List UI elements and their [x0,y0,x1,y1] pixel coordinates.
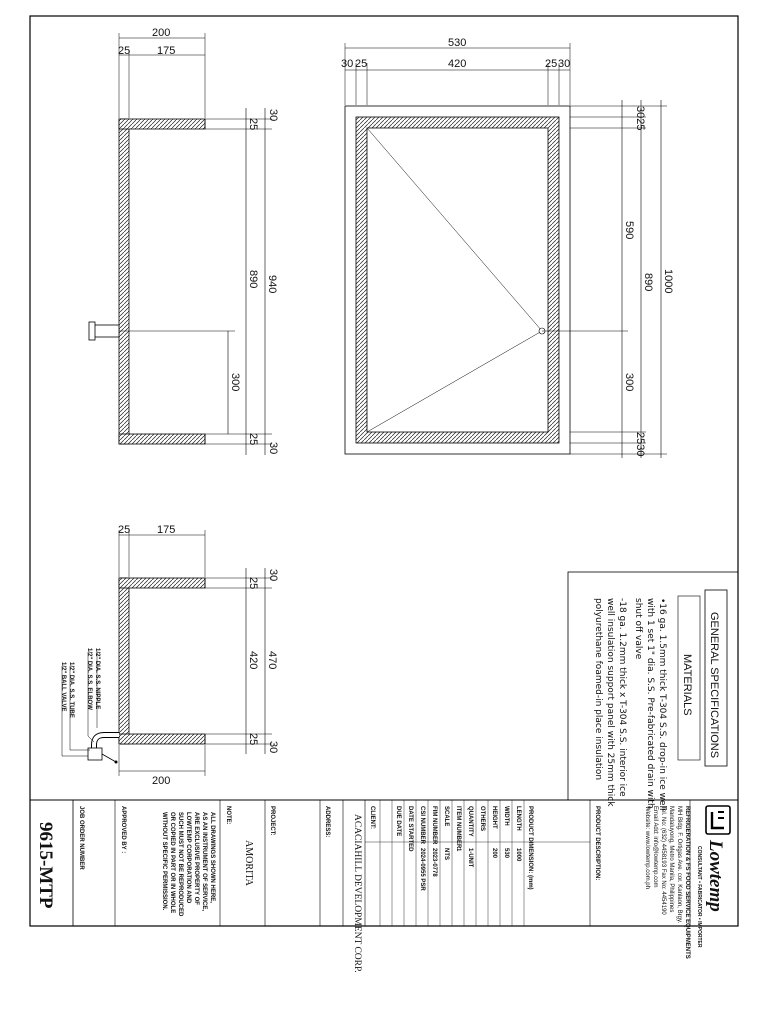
approved-label: APPROVED BY : [120,806,126,854]
note-line-3: ARE EXCLUSIVE PROPERTY OF [193,812,199,905]
dimension-label: PRODUCT DIMENSION: (mm) [527,806,533,890]
dim-inner-width: 420 [448,58,467,70]
dim-overall: 1000 [662,269,674,294]
spec-line-3: shut off valve [633,598,643,660]
dim-upper: 590 [623,221,635,240]
dim-overall: 940 [266,275,278,294]
row-label-date-started: DATE STARTED [407,806,413,852]
dim-right-outer: 30 [558,58,571,70]
dim-left-inner: 25 [355,58,368,70]
dim-left-outer: 30 [341,58,354,70]
top-left-section-view [89,27,279,455]
dim-top: 30 [267,569,279,582]
callout-nipple: 1/2" DIA. S.S. NIPPLE [94,648,100,710]
brand-name: Lowtemp [705,840,726,912]
dim-mid: 890 [247,270,259,289]
dim-wall: 25 [118,45,131,57]
row-label-due-date: DUE DATE [395,806,401,837]
row-label-item: ITEM NUMBER [455,806,461,849]
row-value-height: 200 [491,848,497,859]
callout-elbow: 1/2" DIA. S.S. ELBOW [86,648,92,710]
title-block [30,800,738,973]
row-value-item: 1 [455,848,461,852]
row-label-quantity: QUANTITY [467,806,473,837]
spec-line-2: with 1 set 1" dia. S.S. Pre-fabricated drain with [645,598,655,809]
client-value: ACACIAHILL DEVELOPMENT CORP. [352,814,362,973]
spec-subtitle: MATERIALS [681,654,693,716]
callout-tube: 1/2" DIA. S.S. TUBE [68,662,74,718]
company-line-4: Tel. No: (632) 4458193 Fax No: 4454190 [660,806,666,915]
dim-inner: 175 [157,45,176,57]
dim-top-inner: 25 [247,577,259,590]
note-line-5: SUCH MUST NOT BE REPRODUCED [177,812,183,917]
client-label: CLIENT: [369,806,375,829]
note-line-7: WITHOUT SPECIFIC PERMISSION. [161,812,167,911]
dim-total-width: 530 [448,37,467,49]
brand-tagline: CONSULTANT • FABRICATOR • IMPORTER [696,846,702,948]
dim-total-width: 200 [152,27,171,39]
dim-bottom: 30 [267,442,279,455]
spec-title: GENERAL SPECIFICATIONS [708,612,720,759]
dim-top: 30 [267,109,279,122]
callout-valve: 1/2" BALL VALVE [60,662,66,712]
note-line-1: ALL DRAWINGS SHOWN HERE, [209,812,215,903]
dim-bottom: 30 [267,741,279,754]
dim-mid: 890 [642,273,654,292]
note-label: NOTE: [225,806,231,825]
dim-bottom-pair: 2530 [634,432,646,457]
row-value-csi: 2024-0955 PSR [419,848,425,891]
dim-bottom-inner: 25 [247,733,259,746]
spec-line-1: •16 ga. 1.5mm thick T-304 S.S. drop-in ice well [657,598,667,811]
row-label-scale: SCALE [443,806,449,827]
row-label-width: WIDTH [503,806,509,826]
row-label-height: HEIGHT [491,806,497,829]
note-line-6: OR COPIED IN PART OR IN WHOLE [169,812,175,914]
company-line-1: REFRIGERATION & FS FOOD SERVICE EQUIPMENTS [684,806,690,959]
row-value-scale: NTS [443,848,449,860]
dim-bottom-inner: 25 [247,433,259,446]
row-value-fim: 2023-0778 [431,848,437,877]
product-desc-label: PRODUCT DESCRIPTION: [594,806,600,881]
row-value-width: 530 [503,848,509,859]
bottom-left-section-view [60,524,279,787]
row-label-others: OTHERS [479,806,485,832]
company-line-6: Website: www.lowtemp.com.ph [644,806,650,889]
spec-line-4: -18 ga. 1.2mm thick x T-304 S.S. interior ice [617,598,627,797]
dim-top-inner: 25 [247,118,259,131]
dim-inner: 175 [157,524,176,536]
ball-valve [88,748,102,760]
row-label-csi: CSI NUMBER [419,806,425,845]
row-value-quantity: 1-UNIT [467,848,473,868]
row-label-fim: FIM NUMBER [431,806,437,845]
general-specifications-panel [568,572,738,811]
dim-wall: 25 [118,524,131,536]
row-label-length: LENGTH [515,806,521,831]
job-order-label: JOB ORDER NUMBER [78,806,84,870]
spec-line-5: well insulation support panel with 25mm thick [605,598,615,807]
company-line-5: Email Add: info@lowtemp.com [652,806,658,888]
project-value: AMORITA [243,840,254,886]
spec-line-6: polyurethane foamed-in place insulation [593,598,603,781]
company-line-2: MH Bldg. F. Ortigas Ave. cor. Kanlaon, Brgy. [676,806,682,924]
dim-total-width: 200 [152,775,171,787]
dim-right-inner: 25 [545,58,558,70]
project-label: PROJECT: [269,806,275,836]
dim-drain: 300 [229,373,241,392]
note-line-2: AS AN INSTRUMENT OF SERVICE, [201,812,207,912]
job-order-number: 9615-MTP [35,822,56,909]
dim-top-pair: 3025 [634,106,646,131]
top-right-plan-view [341,37,674,458]
dim-overall: 470 [266,651,278,670]
note-line-4: LOWTEMP CORPORATION AND [185,812,191,904]
address-label: ADDRESS: [324,806,330,838]
row-value-length: 1000 [515,848,521,862]
dim-mid: 420 [247,651,259,670]
dim-lower: 300 [623,373,635,392]
company-line-3: Mandaluyong, Metro Manila, Philippines [668,806,674,913]
